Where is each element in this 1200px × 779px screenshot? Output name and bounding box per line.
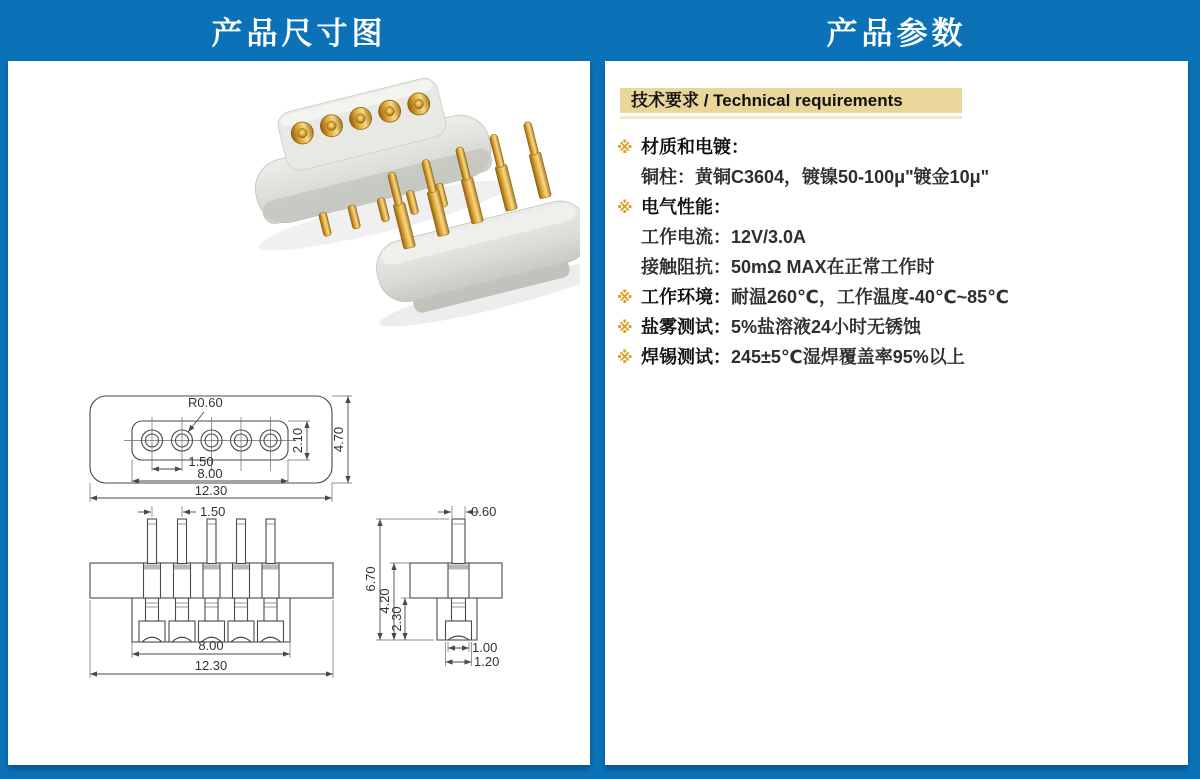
dim-label-tail-diameter: 1.00 — [472, 640, 498, 655]
spec-text: 接触阻抗：50mΩ MAX在正常工作时 — [641, 257, 935, 277]
dim-label-tail-height: 2.30 — [389, 606, 404, 632]
spec-list — [617, 132, 1188, 372]
spec-text: 245±5℃湿焊覆盖率95%以上 — [731, 347, 965, 367]
spec-line-material — [617, 132, 1188, 162]
dim-label-hole-radius: R0.60 — [188, 395, 223, 410]
spec-line-current — [617, 222, 1188, 252]
dim-label-slot-width: 8.00 — [197, 466, 223, 481]
spec-line-resistance — [617, 252, 1188, 282]
dim-label-total-height: 6.70 — [363, 566, 378, 592]
product-photo — [180, 69, 580, 329]
dim-label-pin-diameter: 0.60 — [471, 504, 497, 519]
spec-label: 电气性能： — [641, 197, 731, 217]
bullet-icon: ※ — [617, 290, 633, 307]
spec-line-electrical — [617, 192, 1188, 222]
bullet-icon: ※ — [617, 140, 633, 157]
dim-label-hole-pitch: 1.50 — [188, 454, 214, 469]
spec-label: 工作环境： — [641, 287, 731, 307]
section-underline — [620, 116, 962, 119]
bullet-icon: ※ — [617, 350, 633, 367]
technical-requirements-header: 技术要求 / Technical requirements — [620, 88, 962, 113]
dim-label-body-width: 12.30 — [194, 483, 228, 498]
dimension-panel — [8, 61, 590, 765]
side-view-drawing — [363, 504, 502, 669]
left-panel-title: 产品尺寸图 — [211, 16, 387, 51]
spec-text: 工作电流：12V/3.0A — [641, 227, 807, 247]
spec-line-solder — [617, 342, 1188, 372]
dim-label-front-inner-width: 8.00 — [198, 638, 224, 653]
dim-label-lower-height: 4.20 — [377, 588, 392, 614]
dim-label-base-diameter: 1.20 — [474, 654, 500, 669]
dim-label-body-height: 4.70 — [331, 426, 346, 453]
spec-label: 焊锡测试： — [641, 347, 731, 367]
dimension-drawings — [8, 386, 590, 691]
spec-label: 材质和电镀： — [641, 137, 749, 157]
spec-line-plating — [617, 162, 1188, 192]
dim-label-front-body-width: 12.30 — [194, 658, 228, 673]
bullet-icon: ※ — [617, 200, 633, 217]
spec-line-salt-spray — [617, 312, 1188, 342]
right-panel-title: 产品参数 — [826, 16, 967, 51]
spec-line-environment — [617, 282, 1188, 312]
dim-label-pin-pitch: 1.50 — [200, 504, 226, 519]
spec-text: 铜柱：黄铜C3604，镀镍50-100μ"镀金10μ" — [641, 167, 990, 187]
spec-text: 耐温260℃，工作温度-40℃~85℃ — [731, 287, 1009, 307]
spec-text: 5%盐溶液24小时无锈蚀 — [731, 317, 922, 337]
parameters-panel — [605, 61, 1188, 765]
bullet-icon: ※ — [617, 320, 633, 337]
top-view-drawing — [90, 395, 352, 502]
dim-label-slot-height: 2.10 — [290, 427, 305, 454]
front-view-drawing — [90, 504, 333, 678]
spec-label: 盐雾测试： — [641, 317, 731, 337]
